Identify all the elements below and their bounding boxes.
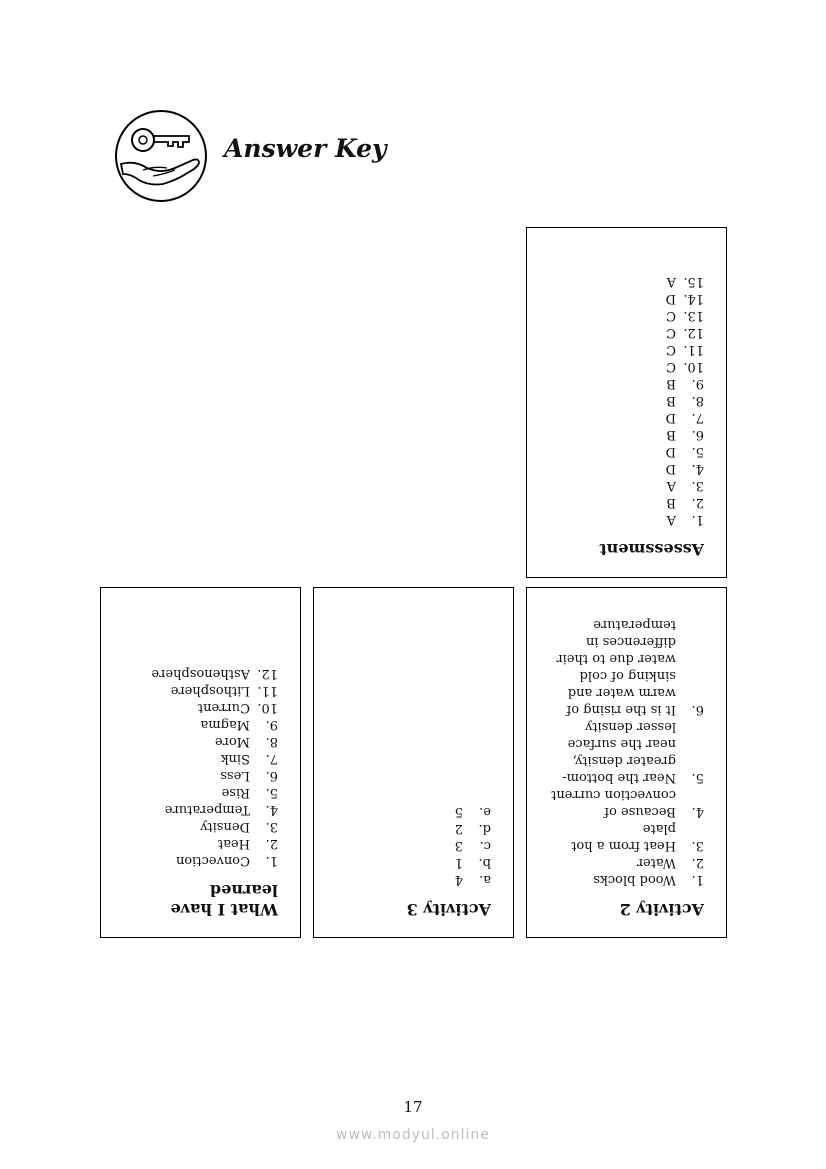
list-item: a. 4 [454, 871, 491, 887]
list-item: 9. Magma [200, 716, 278, 732]
list-item: 2. B [666, 494, 704, 510]
list-item: 3. Heat from a hot plate [571, 820, 704, 853]
list-item: b. 1 [454, 854, 491, 870]
list-item: 4. Temperature [164, 801, 278, 817]
list-item: 12. C [666, 324, 704, 340]
list-item: 4. D [665, 460, 704, 476]
list-item: c. 3 [454, 837, 491, 853]
list-item: 13. C [666, 307, 704, 323]
list-item: 12. Asthenosphere [151, 665, 278, 681]
list-item: 6. Less [220, 767, 278, 783]
watermark: www.modyul.online [336, 1127, 490, 1143]
learned-title: What I have learned [170, 880, 278, 919]
list-item: 5. Near the bottom-greater density, near the surface lesser density [562, 718, 704, 785]
list-item: e. 5 [454, 803, 491, 819]
list-item: 2. Heat [217, 835, 278, 851]
assessment-list [547, 273, 704, 528]
list-item: 4. Because of convection current [551, 786, 704, 819]
list-item: 15. A [666, 273, 704, 289]
list-item: 1. Convection [175, 852, 278, 868]
page-title: Answer Key [224, 134, 387, 163]
activity3-box [313, 587, 514, 938]
activity3-title: Activity 3 [406, 900, 491, 919]
list-item: 10. Current [197, 699, 278, 715]
activity2-list [547, 616, 704, 888]
activity3-list [334, 803, 491, 888]
list-item: 1. Wood blocks [593, 871, 704, 887]
what-i-have-learned-box [100, 587, 301, 938]
list-item: 10. C [666, 358, 704, 374]
list-item: 5. Rise [221, 784, 278, 800]
list-item: 1. A [666, 511, 704, 527]
list-item: 11. Lithosphere [170, 682, 278, 698]
list-item: 3. Density [200, 818, 278, 834]
list-item: 9. B [666, 375, 704, 391]
list-item: 6. B [666, 426, 704, 442]
learned-list [121, 665, 278, 869]
activity2-box [526, 587, 727, 938]
list-item: 2. Water [636, 854, 704, 870]
list-item: 14. D [665, 290, 704, 306]
assessment-box [526, 227, 727, 578]
list-item: 6. It is the rising of warm water and sinking of cold water due to their differences in temperature [556, 616, 704, 717]
list-item: 8. B [666, 392, 704, 408]
list-item: 7. D [665, 409, 704, 425]
activity2-title: Activity 2 [619, 900, 704, 919]
list-item: 11. C [666, 341, 704, 357]
list-item: 8. More [214, 733, 278, 749]
assessment-title: Assessment [599, 540, 704, 559]
key-in-hand-icon [113, 108, 209, 204]
list-item: 7. Sink [220, 750, 278, 766]
list-item: 5. D [665, 443, 704, 459]
page-number: 17 [403, 1098, 423, 1116]
list-item: 3. A [666, 477, 704, 493]
list-item: d. 2 [454, 820, 491, 836]
